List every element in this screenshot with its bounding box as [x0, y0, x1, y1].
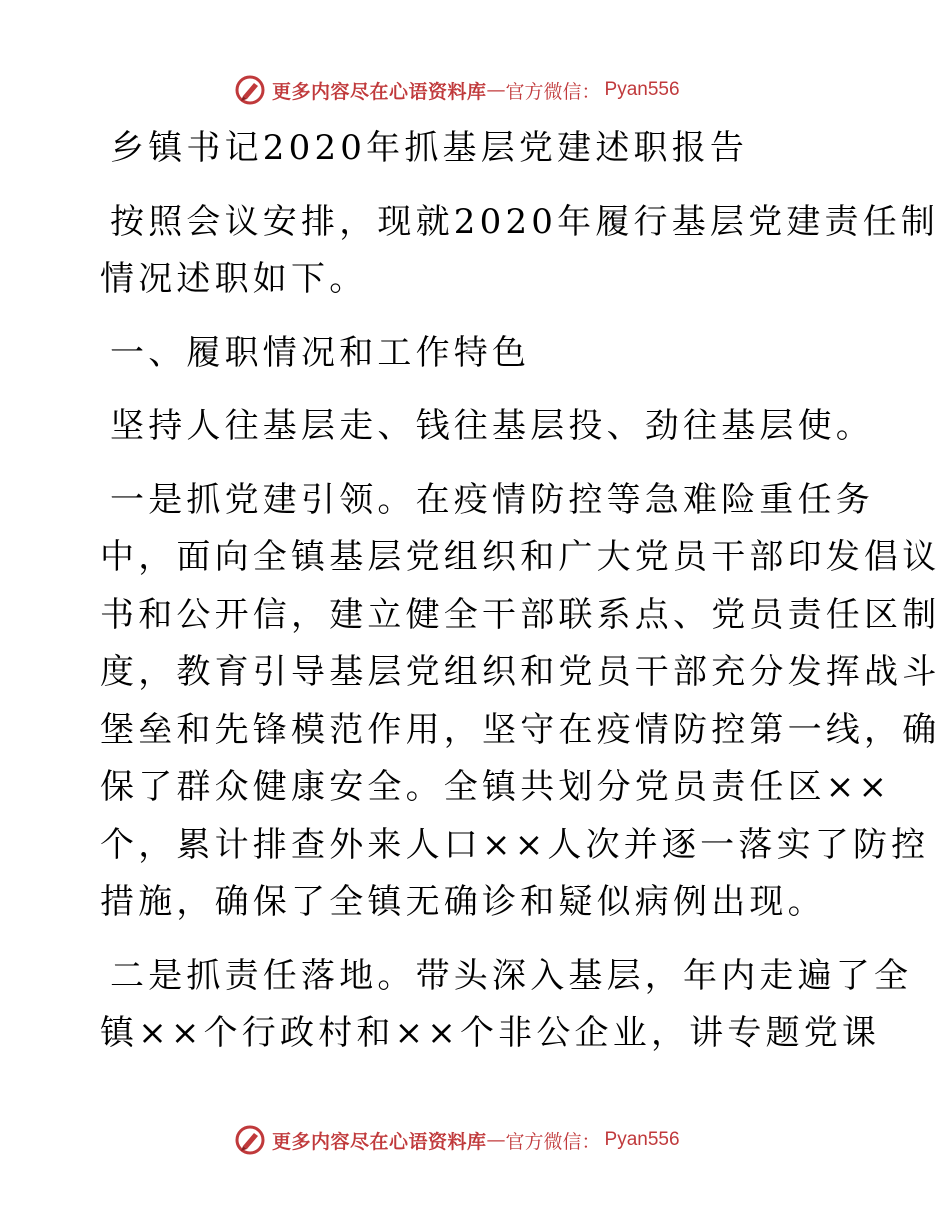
document-title: [100, 120, 855, 178]
text-line: 书和公开信，建立健全干部联系点、党员责任区制: [100, 594, 941, 635]
text-line: 二是抓责任落地。带头深入基层，年内走遍了全: [110, 955, 913, 996]
text-line: 措施，确保了全镇无确诊和疑似病例出现。: [100, 882, 826, 922]
watermark-dash: —: [486, 1129, 506, 1151]
text-line: 镇××个行政村和××个非公企业，讲专题党课: [100, 1013, 881, 1053]
text-line: 情况述职如下。: [100, 259, 368, 299]
text-line: 一是抓党建引领。在疫情防控等急难险重任务: [110, 479, 874, 520]
text-line: 坚持人往基层走、钱往基层投、劲往基层使。: [110, 406, 874, 446]
watermark-wechat-id: Pyan556: [604, 79, 680, 100]
text-line: 堡垒和先锋模范作用，坚守在疫情防控第一线，确: [100, 709, 941, 750]
document-body: [100, 120, 941, 1063]
text-line: 度，教育引导基层党组织和党员干部充分发挥战斗: [100, 652, 941, 692]
text-line: 乡镇书记2020年抓基层党建述职报告: [110, 128, 749, 168]
text-line: 中，面向全镇基层党组织和广大党员干部印发倡议: [100, 537, 941, 577]
watermark-wechat-label: 官方微信：: [505, 80, 601, 103]
footer-watermark: [234, 1122, 680, 1158]
watermark-dash: —: [486, 79, 506, 101]
section-summary: [100, 398, 874, 456]
watermark-wechat-id: Pyan556: [604, 1129, 680, 1150]
intro-paragraph: [100, 194, 940, 309]
pen-logo-icon: [234, 74, 266, 106]
text-line: 按照会议安排，现就2020年履行基层党建责任制: [110, 201, 940, 242]
point-two-paragraph: [100, 948, 913, 1063]
point-one-paragraph: [100, 472, 941, 932]
text-line: 保了群众健康安全。全镇共划分党员责任区××: [100, 767, 892, 807]
section-heading: [100, 325, 855, 383]
text-line: 个，累计排查外来人口××人次并逐一落实了防控: [100, 824, 930, 865]
watermark-main-text: 更多内容尽在心语资料库: [272, 80, 487, 103]
text-line: 一、履职情况和工作特色: [110, 332, 531, 373]
watermark-main-text: 更多内容尽在心语资料库: [272, 1130, 487, 1153]
header-watermark: [234, 72, 680, 108]
pen-logo-icon: [234, 1124, 266, 1156]
watermark-wechat-label: 官方微信：: [505, 1130, 601, 1153]
